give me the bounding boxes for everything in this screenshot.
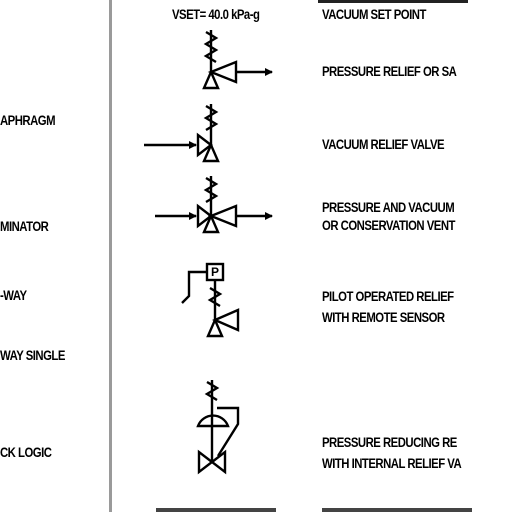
- left-label-diaphragm: APHRAGM: [0, 113, 56, 128]
- pressure-vacuum-vent-icon: [155, 176, 272, 232]
- pressure-relief-valve-icon: [204, 30, 272, 88]
- vacuum-relief-valve-icon: [144, 104, 218, 161]
- left-label-eliminator: MINATOR: [0, 219, 49, 234]
- label-pressure-reducing-line2: WITH INTERNAL RELIEF VA: [322, 456, 462, 471]
- pilot-tag-letter: P: [210, 265, 219, 279]
- left-label-lock-logic: CK LOGIC: [0, 445, 52, 460]
- pressure-reducing-regulator-icon: [198, 380, 238, 472]
- vacuum-set-point-label: VACUUM SET POINT: [322, 7, 426, 22]
- left-label-way-single: WAY SINGLE: [0, 348, 65, 363]
- clipped-bottom-item: [156, 508, 472, 512]
- label-pilot-operated-line1: PILOT OPERATED RELIEF: [322, 289, 454, 304]
- label-pressure-vacuum-line2: OR CONSERVATION VENT: [322, 218, 455, 233]
- left-label-way: -WAY: [0, 288, 27, 303]
- vset-label: VSET= 40.0 kPa-g: [172, 7, 260, 22]
- label-pressure-vacuum-line1: PRESSURE AND VACUUM: [322, 200, 455, 215]
- label-pressure-relief: PRESSURE RELIEF OR SA: [322, 64, 457, 79]
- label-vacuum-relief: VACUUM RELIEF VALVE: [322, 137, 445, 152]
- label-pilot-operated-line2: WITH REMOTE SENSOR: [322, 310, 445, 325]
- label-pressure-reducing-line1: PRESSURE REDUCING RE: [322, 435, 457, 450]
